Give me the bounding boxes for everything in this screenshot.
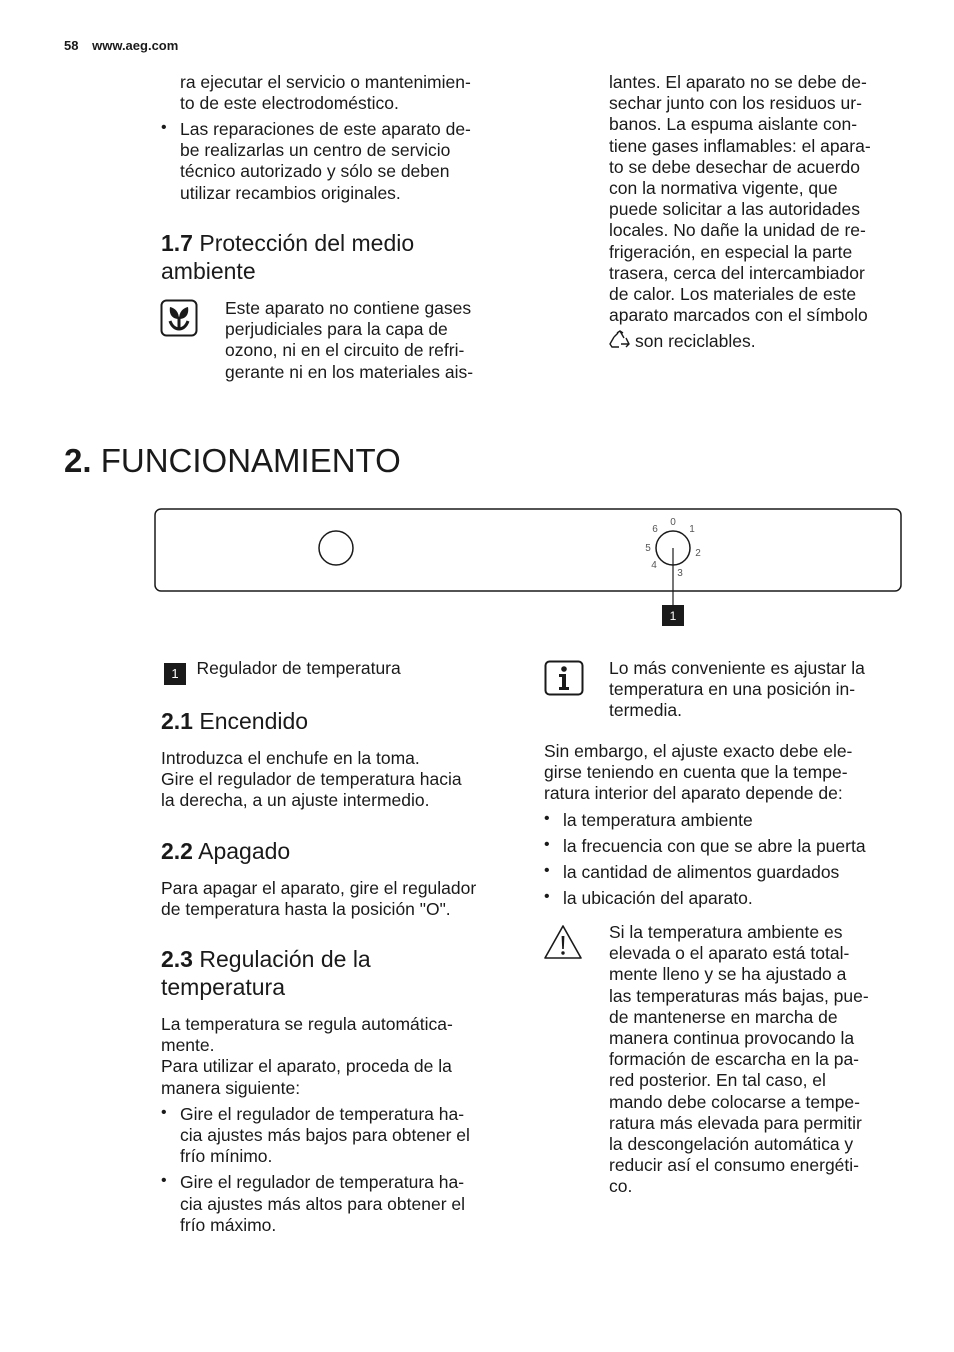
text-line: formación de escarcha en la pa- <box>609 1049 859 1070</box>
text-line: elevada o el aparato está total- <box>609 943 850 964</box>
text-line: mando debe colocarse a tempe- <box>609 1091 860 1112</box>
text-line: • la cantidad de alimentos guardados <box>563 862 840 883</box>
text-line: trasera, cerca del intercambiador <box>609 262 865 283</box>
chapter-heading <box>64 442 401 480</box>
text-line: girse teniendo en cuenta que la tempe- <box>544 762 848 783</box>
warning-icon <box>543 924 583 960</box>
section-number: 2.1 <box>161 708 193 734</box>
chapter-title: FUNCIONAMIENTO <box>100 442 401 479</box>
left-top-bullet <box>161 119 521 204</box>
text-line: • Gire el regulador de temperatura ha- <box>180 1172 465 1193</box>
section-2-2-text <box>161 878 531 920</box>
list-item <box>544 888 914 909</box>
info-note-text <box>609 658 909 722</box>
text-line: de temperatura hasta la posición "O". <box>161 899 451 920</box>
text-line: Introduzca el enchufe en la toma. <box>161 748 420 768</box>
text-line: • la frecuencia con que se abre la puerta <box>563 835 866 856</box>
warning-note-text <box>609 922 909 1198</box>
section-number: 2.3 <box>161 946 193 972</box>
text-line: mente. <box>161 1035 215 1056</box>
list-item <box>544 810 914 831</box>
chapter-number: 2. <box>64 442 92 479</box>
text-line: termedia. <box>609 700 682 721</box>
text-line: perjudiciales para la capa de <box>225 319 448 340</box>
list-item <box>161 1104 521 1168</box>
text-line: Gire el regulador de temperatura hacia <box>161 769 462 790</box>
section-number: 1.7 <box>161 230 193 256</box>
legend-label: Regulador de temperatura <box>196 658 401 678</box>
environment-leaf-icon <box>160 299 198 337</box>
text-line: Sin embargo, el ajuste exacto debe ele- <box>544 741 853 761</box>
text-line: las temperaturas más bajas, pue- <box>609 985 869 1006</box>
text-line: Lo más conveniente es ajustar la <box>609 658 865 678</box>
section-title: Protección del medio <box>199 230 415 256</box>
text-line: Este aparato no contiene gases <box>225 298 472 318</box>
text-line: ratura interior del aparato depende de: <box>544 783 843 804</box>
text-line: frigeración, en especial la parte <box>609 241 853 262</box>
text-line: La temperatura se regula automática- <box>161 1014 453 1034</box>
text-line: Para utilizar el aparato, proceda de la <box>161 1056 452 1077</box>
text-line: frío máximo. <box>180 1214 277 1235</box>
section-2-1-heading <box>161 707 308 735</box>
dial-label: 6 <box>652 524 658 535</box>
section-2-3-heading <box>161 945 371 1001</box>
text-line: • Las reparaciones de este aparato de- <box>180 119 471 139</box>
text-line: reducir así el consumo energéti- <box>609 1155 859 1176</box>
list-item <box>161 1172 521 1236</box>
text-line: ozono, ni en el circuito de refri- <box>225 340 465 361</box>
section-2-3-text <box>161 1014 521 1236</box>
right-body <box>544 741 914 909</box>
text-line: to de este electrodoméstico. <box>180 93 399 114</box>
text-line: manera continua provocando la <box>609 1028 855 1049</box>
dial-label: 4 <box>651 560 657 571</box>
text-line: sechar junto con los residuos ur- <box>609 93 862 114</box>
text-line: mente lleno y se ha ajustado a <box>609 964 847 985</box>
dial-label: 0 <box>670 517 676 528</box>
section-title: temperatura <box>161 974 286 1000</box>
text-line: la descongelación automática y <box>609 1134 854 1155</box>
text-line: de mantenerse en marcha de <box>609 1006 838 1027</box>
site-url: www.aeg.com <box>92 38 179 53</box>
section-2-2-heading <box>161 837 290 865</box>
list-item <box>544 836 914 857</box>
recycle-icon <box>609 330 631 355</box>
text-line: Para apagar el aparato, gire el regulador <box>161 878 477 898</box>
info-icon <box>544 660 584 696</box>
text-line: lantes. El aparato no se debe de- <box>609 72 867 92</box>
text-line: ratura más elevada para permitir <box>609 1112 862 1133</box>
control-panel-diagram <box>154 508 904 633</box>
text-line: • Gire el regulador de temperatura ha- <box>180 1103 465 1124</box>
text-line: manera siguiente: <box>161 1077 301 1098</box>
callout-badge: 1 <box>669 609 677 623</box>
dial-label: 2 <box>695 548 701 559</box>
left-top-continuation <box>180 72 520 114</box>
dial-label: 5 <box>645 543 651 554</box>
recycle-text: son reciclables. <box>635 331 756 352</box>
panel-outline <box>155 509 901 591</box>
text-line: gerante ni en los materiales ais- <box>225 361 474 382</box>
dial-label: 1 <box>689 524 695 535</box>
text-line: cia ajustes más altos para obtener el <box>180 1193 466 1214</box>
text-line: • la ubicación del aparato. <box>563 888 753 909</box>
text-line: be realizarlas un centro de servicio <box>180 140 451 161</box>
lamp-circle <box>319 531 353 565</box>
text-line: la derecha, a un ajuste intermedio. <box>161 790 430 811</box>
text-line: cia ajustes más bajos para obtener el <box>180 1125 470 1146</box>
text-line: red posterior. En tal caso, el <box>609 1070 826 1091</box>
text-line: aparato marcados con el símbolo <box>609 305 868 326</box>
text-line: puede solicitar a las autoridades <box>609 199 860 220</box>
section-title: Encendido <box>199 708 309 734</box>
text-line: locales. No dañe la unidad de re- <box>609 220 866 241</box>
section-1-7-text <box>225 298 525 383</box>
text-line: tiene gases inflamables: el apara- <box>609 135 871 156</box>
text-line: ra ejecutar el servicio o mantenimien- <box>180 72 471 92</box>
text-line: to se debe desechar de acuerdo <box>609 156 861 177</box>
section-title: Apagado <box>198 838 291 864</box>
page-number: 58 <box>64 38 79 53</box>
text-line: técnico autorizado y sólo se deben <box>180 161 450 182</box>
section-title: Regulación de la <box>199 946 371 972</box>
section-1-7-heading <box>161 229 414 285</box>
text-line: banos. La espuma aislante con- <box>609 114 858 135</box>
text-line: frío mínimo. <box>180 1146 273 1167</box>
text-line: • la temperatura ambiente <box>563 809 753 830</box>
text-line <box>609 330 909 355</box>
section-2-1-text <box>161 748 521 812</box>
section-title: ambiente <box>161 258 256 284</box>
legend-badge: 1 <box>164 663 186 685</box>
list-item <box>544 862 914 883</box>
text-line: temperatura en una posición in- <box>609 679 856 700</box>
dial-label: 3 <box>677 568 683 579</box>
text-line: co. <box>609 1176 633 1197</box>
text-line: utilizar recambios originales. <box>180 182 401 203</box>
legend <box>164 658 401 685</box>
text-line: Si la temperatura ambiente es <box>609 922 843 942</box>
text-line: de calor. Los materiales de este <box>609 284 857 305</box>
page-header <box>64 38 188 53</box>
text-line: con la normativa vigente, que <box>609 178 838 199</box>
section-number: 2.2 <box>161 838 193 864</box>
right-top-text <box>609 72 909 356</box>
